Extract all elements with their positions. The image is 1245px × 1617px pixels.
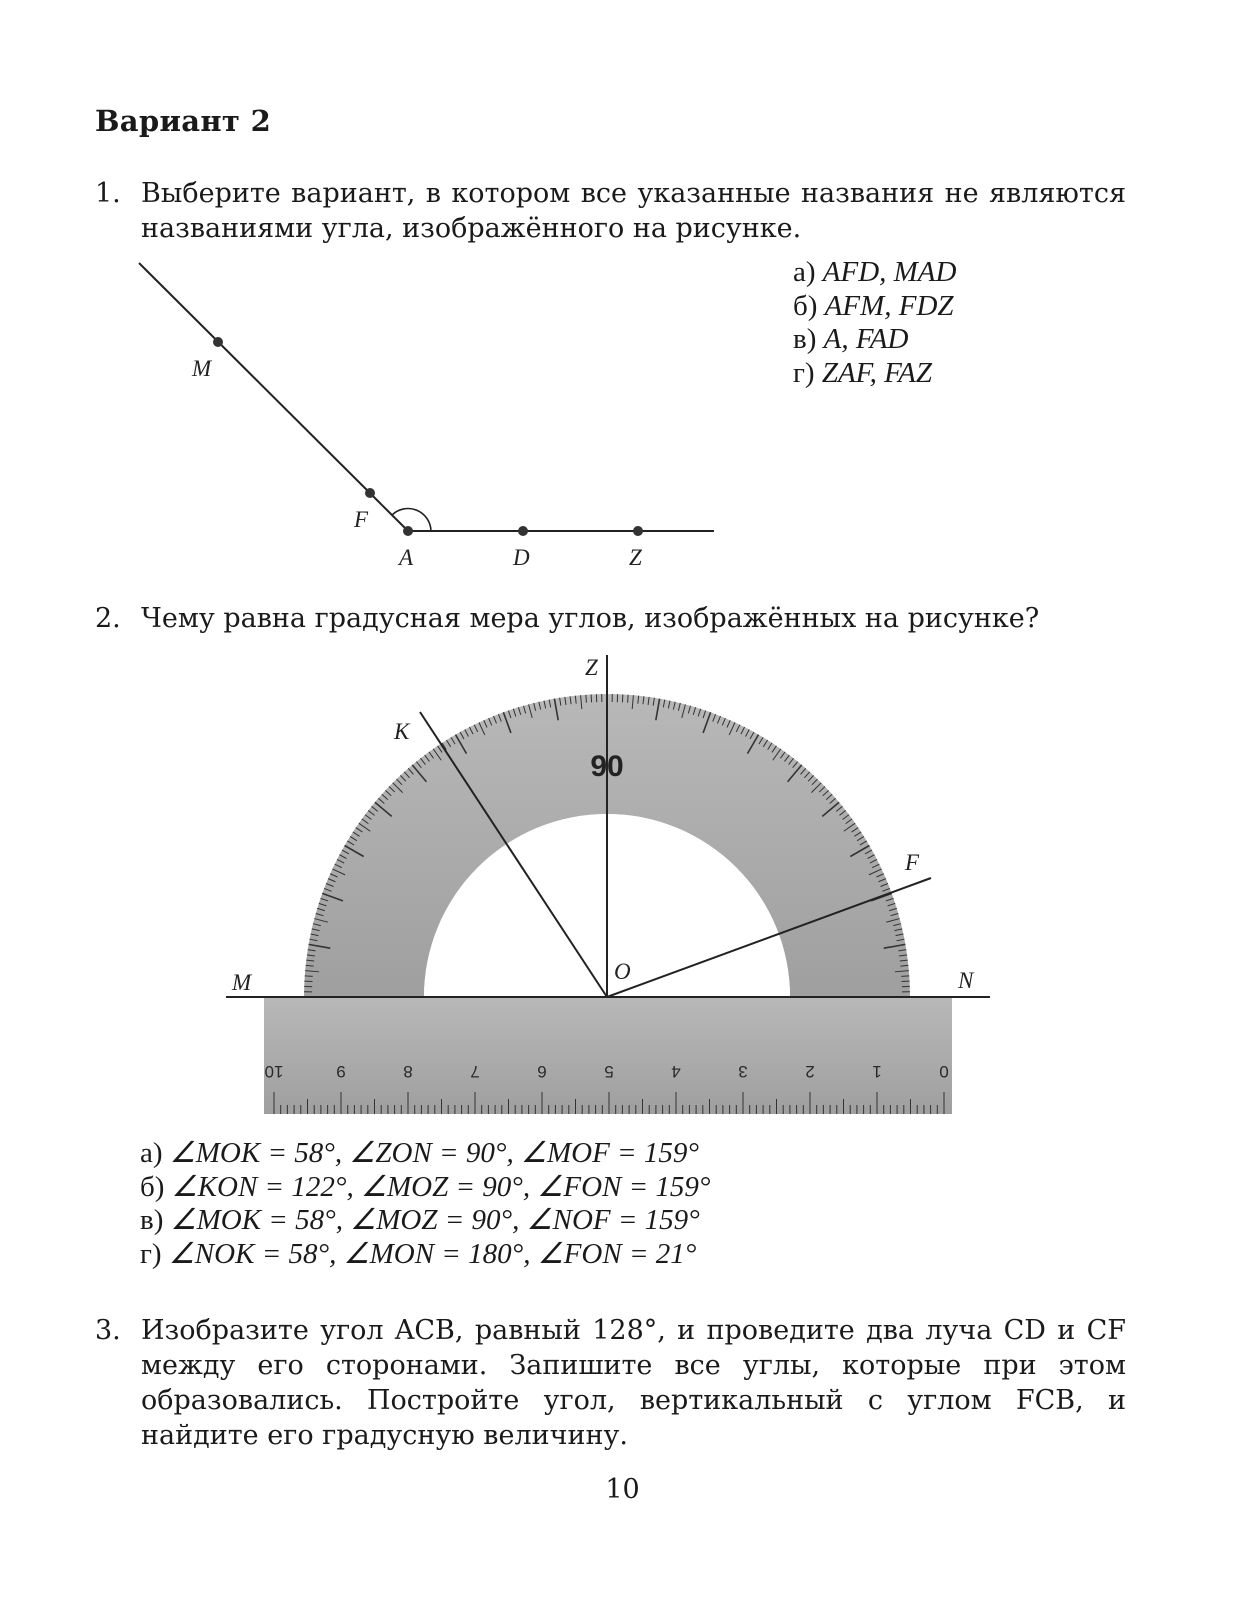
label-m2: M — [232, 970, 252, 995]
variant-title: Вариант 2 — [95, 104, 272, 138]
protractor-tick — [628, 695, 629, 703]
ruler-number: 5 — [604, 1062, 614, 1081]
label-z2: Z — [585, 655, 598, 680]
label-n: N — [958, 968, 974, 993]
ruler-body — [264, 997, 952, 1114]
protractor-tick — [586, 695, 587, 703]
ruler-number: 2 — [805, 1062, 815, 1081]
q1-option-c[interactable]: в) A, FAD — [793, 323, 909, 355]
q1-option-a[interactable]: а) AFD, MAD — [793, 256, 957, 288]
q2-option-d[interactable]: г) ∠NOK = 58°, ∠MON = 180°, ∠FON = 21° — [140, 1237, 697, 1270]
q2-option-a[interactable]: а) ∠MOK = 58°, ∠ZON = 90°, ∠MOF = 159° — [140, 1137, 699, 1169]
q2-option-b[interactable]: б) ∠KON = 122°, ∠MOZ = 90°, ∠FON = 159° — [140, 1170, 711, 1203]
label-z: Z — [629, 545, 642, 570]
question-2-options — [140, 1137, 711, 1271]
label-k: K — [394, 719, 410, 744]
label-d: D — [513, 545, 530, 570]
ruler-number: 0 — [939, 1062, 949, 1081]
label-f2: F — [905, 850, 920, 875]
ruler-number: 3 — [738, 1062, 748, 1081]
protractor-tick — [305, 976, 313, 977]
label-a: A — [399, 545, 414, 570]
ruler-number: 8 — [403, 1062, 413, 1081]
ruler-number: 6 — [537, 1062, 547, 1081]
question-1-number: 1. — [95, 178, 121, 209]
label-o: O — [614, 959, 631, 984]
question-1-text: Выберите вариант, в котором все указанные названия не являются названиями угла, изображённого на рисунке. — [141, 178, 1126, 244]
ruler-number: 7 — [470, 1062, 480, 1081]
q1-option-d[interactable]: г) ZAF, FAZ — [793, 356, 932, 389]
ruler-number: 10 — [264, 1062, 284, 1081]
question-2-number: 2. — [95, 603, 121, 634]
label-m: M — [192, 356, 212, 381]
protractor-90-label: 90 — [590, 750, 624, 783]
question-3-number: 3. — [95, 1315, 121, 1346]
ruler-number: 1 — [872, 1062, 882, 1081]
page-number: 10 — [605, 1474, 640, 1505]
ruler-number: 4 — [671, 1062, 681, 1081]
question-2-text: Чему равна градусная мера углов, изображённых на рисунке? — [141, 603, 1040, 634]
question-3-text: Изобразите угол ACB, равный 128°, и проведите два луча CD и CF между его сторонами. Запишите все углы, которые при этом образовались. Постройте угол, вертикальный с углом FCB, и найдите его градусную величину. — [141, 1315, 1126, 1451]
protractor-tick — [901, 976, 909, 977]
q1-option-b[interactable]: б) AFM, FDZ — [793, 289, 954, 322]
label-f: F — [354, 507, 369, 532]
ruler-number: 9 — [336, 1062, 346, 1081]
q2-option-c[interactable]: в) ∠MOK = 58°, ∠MOZ = 90°, ∠NOF = 159° — [140, 1204, 700, 1236]
